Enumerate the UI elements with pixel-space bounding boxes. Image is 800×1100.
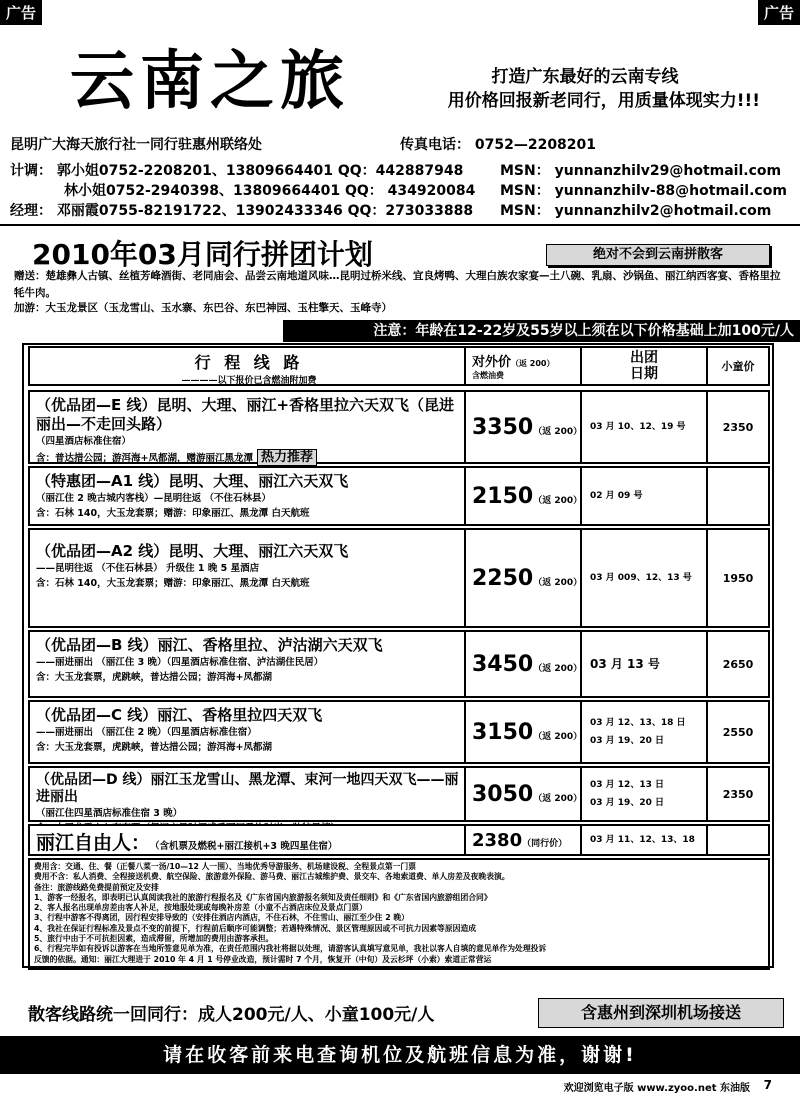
age-notice: 注意：年龄在12-22岁及55岁以上须在以下价格基础上加100元/人 — [283, 320, 800, 342]
tour-includes: 含：大玉龙套票，虎跳峡，普达措公园；游洱海+凤都湖 — [36, 672, 272, 683]
table-row — [28, 824, 770, 856]
fine-line: 2、客人报名出现单房差由客人补足，按地服处现或每晚补房差（小童不占酒店床位及景点门票） — [34, 903, 367, 913]
tour-price-note: （返 200） — [533, 495, 583, 506]
tour-detail: ——丽进丽出 （丽江住 2 晚）（四星酒店标准住宿） — [36, 727, 257, 738]
contact-role: 经理： — [10, 203, 52, 219]
tour-price: 3450 — [472, 651, 534, 677]
fine-line: 6、行程完毕如有投诉以游客在当地所签意见单为准，在责任范围内我社将据以处理，请游客认真填写意见单，我社以客人自填的意见单作为处理投诉 — [34, 944, 547, 954]
tour-price: 3050 — [472, 781, 534, 807]
fine-line: 费用含：交通、住、餐（正餐八菜一汤/10—12 人一围）、当地优秀导游服务、机场建设税、全程景点第一门票 — [34, 862, 417, 871]
bottom-banner: 请在收客前来电查询机位及航班信息为准，谢谢! — [0, 1036, 800, 1074]
tour-includes: 含：石林 140，大玉龙套票；赠游：印象丽江、黑龙潭 白天航班 — [36, 508, 310, 519]
tour-detail: （含机票及燃税+丽江接机+3 晚四星住宿） — [150, 841, 338, 852]
header-price-note: 含燃油费 — [472, 371, 504, 380]
page-number: 7 — [763, 1078, 772, 1092]
tour-detail: （四星酒店标准住宿） — [36, 436, 132, 447]
fax-number: 传真电话： 0752—2208201 — [400, 137, 597, 153]
header-date: 出团日期 — [630, 350, 658, 382]
tour-detail: ——昆明往返 （不住石林县） 升级住 1 晚 5 星酒店 — [36, 563, 260, 574]
table-row — [28, 390, 770, 464]
tour-price: 3350 — [472, 414, 534, 440]
table-row — [28, 700, 770, 764]
tour-price-note: （返 200） — [533, 663, 583, 674]
table-row — [28, 766, 770, 822]
tour-date: 03 月 11、12、13、18 — [590, 835, 695, 845]
tour-price-note: （返 200） — [533, 577, 583, 588]
contact-msn: MSN： yunnanzhilv2@hotmail.com — [500, 203, 772, 219]
tour-title: 丽江自由人： — [36, 832, 151, 854]
table-header — [28, 346, 770, 386]
footer-text: 欢迎浏览电子版 www.zyoo.net 东油版 — [563, 1083, 750, 1094]
tour-kid-price: 1950 — [722, 571, 754, 585]
tour-title: （优品团—C 线）丽江、香格里拉四天双飞 — [36, 706, 323, 724]
tour-date: 02 月 09 号 — [590, 491, 643, 501]
hot-recommend-badge: 热力推荐 — [257, 449, 317, 466]
plan-badge: 绝对不会到云南拼散客 — [546, 244, 770, 266]
brand-title: 云南之旅 — [70, 44, 350, 119]
tour-title: （优品团—A2 线）昆明、大理、丽江六天双飞 — [36, 542, 349, 560]
table-row — [28, 528, 770, 628]
fine-line: 反馈的依据。通知：丽江大理进于 2010 年 4 月 1 号停业改造，预计需时 7 个月，恢复开（中旬）及云杉坪（小索）索道正常营运 — [34, 954, 492, 964]
tour-title: （优品团—D 线）丽江玉龙雪山、黑龙潭、束河一地四天双飞——丽进丽出 — [36, 772, 459, 805]
tour-price: 2250 — [472, 565, 534, 591]
tour-detail: ——丽进丽出 （丽江住 3 晚）（四星酒店标准住宿、泸沽湖住民居） — [36, 657, 324, 668]
contact-name: 郭小姐0752-2208201、13809664401 QQ：442887948 — [56, 163, 464, 179]
tour-price-note: （返 200） — [533, 793, 583, 804]
tour-kid-price: 2350 — [722, 787, 754, 801]
agency-name: 昆明广大海天旅行社一同行驻惠州联络处 — [10, 137, 262, 153]
contact-role: 计调： — [10, 163, 52, 179]
tour-price-note: （同行价） — [522, 838, 568, 849]
tour-date: 03 月 12、13、18 日 — [590, 718, 686, 728]
tour-detail: （丽江住 2 晚古城内客栈）—昆明往返 （不住石林县） — [36, 493, 272, 504]
tour-price-note: （返 200） — [533, 426, 583, 437]
tour-includes: 含：大玉龙套票，虎跳峡，普达措公园；游洱海+凤都湖 — [36, 742, 272, 753]
contact-name: 林小姐0752-2940398、13809664401 QQ： 434920084 — [64, 183, 476, 199]
ad-label-right: 广告 — [758, 0, 800, 25]
tour-kid-price: 2650 — [722, 657, 754, 671]
tour-date: 03 月 009、12、13 号 — [590, 573, 692, 583]
terms-fine-print — [28, 858, 770, 970]
tour-title: （优品团—E 线）昆明、大理、丽江+香格里拉六天双飞（昆进丽出—不走回头路） — [36, 396, 455, 433]
tour-date: 03 月 13 号 — [590, 657, 660, 671]
table-row — [28, 630, 770, 698]
tour-kid-price: 2350 — [722, 420, 754, 434]
slogan-2: 用价格回报新老同行，用质量体现实力!!! — [447, 91, 760, 111]
tour-price-note: （返 200） — [533, 731, 583, 742]
tour-date-2: 03 月 19、20 日 — [590, 798, 664, 808]
tour-title: （特惠团—A1 线）昆明、大理、丽江六天双飞 — [36, 472, 349, 490]
contact-msn: MSN： yunnanzhilv29@hotmail.com — [500, 163, 782, 179]
contact-msn: MSN： yunnanzhilv-88@hotmail.com — [500, 183, 787, 199]
tour-price: 2380 — [472, 829, 523, 851]
header-route-note: ————以下报价已含燃油附加费 — [181, 376, 317, 386]
fine-line: 备注：旅游线路免费提前预定及安排 — [34, 882, 159, 892]
slogan-1: 打造广东最好的云南专线 — [491, 67, 679, 87]
ad-label-left: 广告 — [0, 0, 42, 25]
tour-price: 2150 — [472, 483, 534, 509]
fine-line: 3、行程中游客不得离团，因行程安排导致的（安排住酒店内酒店，不住石林，不住雪山、丽江至少住 2 晚） — [34, 913, 409, 923]
header-route: 行 程 线 路 — [194, 353, 304, 372]
divider — [0, 224, 800, 226]
header-price: 对外价 — [472, 355, 512, 370]
walkin-price-summary: 散客线路统一回同行：成人200元/人、小童100元/人 — [28, 1005, 435, 1025]
airport-transfer-badge: 含惠州到深圳机场接送 — [538, 998, 784, 1028]
fine-line: 1、游客一经报名，即表明已认真阅读我社的旅游行程报名及《广东省国内旅游报名须知及责任细则》和《广东省国内旅游组团合同》 — [34, 892, 492, 902]
tour-title: （优品团—B 线）丽江、香格里拉、泸沽湖六天双飞 — [36, 636, 383, 654]
tour-kid-price: 2550 — [722, 725, 754, 739]
header-kid-price: 小童价 — [721, 360, 755, 373]
table-row — [28, 466, 770, 526]
fine-line: 5、旅行中由于不可抗拒因素，造成滞留，所增加的费用由游客承担。 — [34, 934, 274, 944]
tour-price: 3150 — [472, 719, 534, 745]
tour-date: 03 月 10、12、19 号 — [590, 422, 686, 432]
tour-date: 03 月 12、13 日 — [590, 780, 664, 790]
fine-line: 4、我社在保证行程标准及景点不变的前提下，行程前后顺序可能调整；若遇特殊情况、景区管理原因或不可抗力因素等原因造成 — [34, 923, 477, 933]
tour-includes: 含：普达措公园；游洱海+凤都湖，赠游丽江黑龙潭 — [36, 453, 253, 464]
contact-name: 邓丽霞0755-82191722、13902433346 QQ：273033888 — [56, 203, 474, 219]
gift-list: 赠送：楚雄彝人古镇、丝植芳峰酒街、老同庙会、品尝云南地道风味…昆明过桥米线、宜良烤鸭、大理白族农家宴—土八碗、乳扇、沙锅鱼、丽江纳西客宴、香格里拉牦牛肉。 — [14, 270, 781, 299]
header-price-small: （返 200） — [511, 359, 555, 368]
tour-date-2: 03 月 19、20 日 — [590, 736, 664, 746]
tour-detail: （丽江住四星酒店标准住宿 3 晚） — [36, 808, 183, 819]
fine-line: 费用不含：私人消费、全程接送机费、航空保险、旅游意外保险、游马费、丽江古城维护费、景交车、各地索道费、单人房差及夜晚表演。 — [34, 872, 510, 882]
addon-list: 加游：大玉龙景区（玉龙雪山、玉水寨、东巴谷、东巴神园、玉柱擎天、玉峰寺） — [14, 302, 392, 314]
tour-includes: 含：石林 140，大玉龙套票；赠游：印象丽江、黑龙潭 白天航班 — [36, 578, 310, 589]
plan-title: 2010年03月同行拼团计划 — [32, 238, 373, 271]
